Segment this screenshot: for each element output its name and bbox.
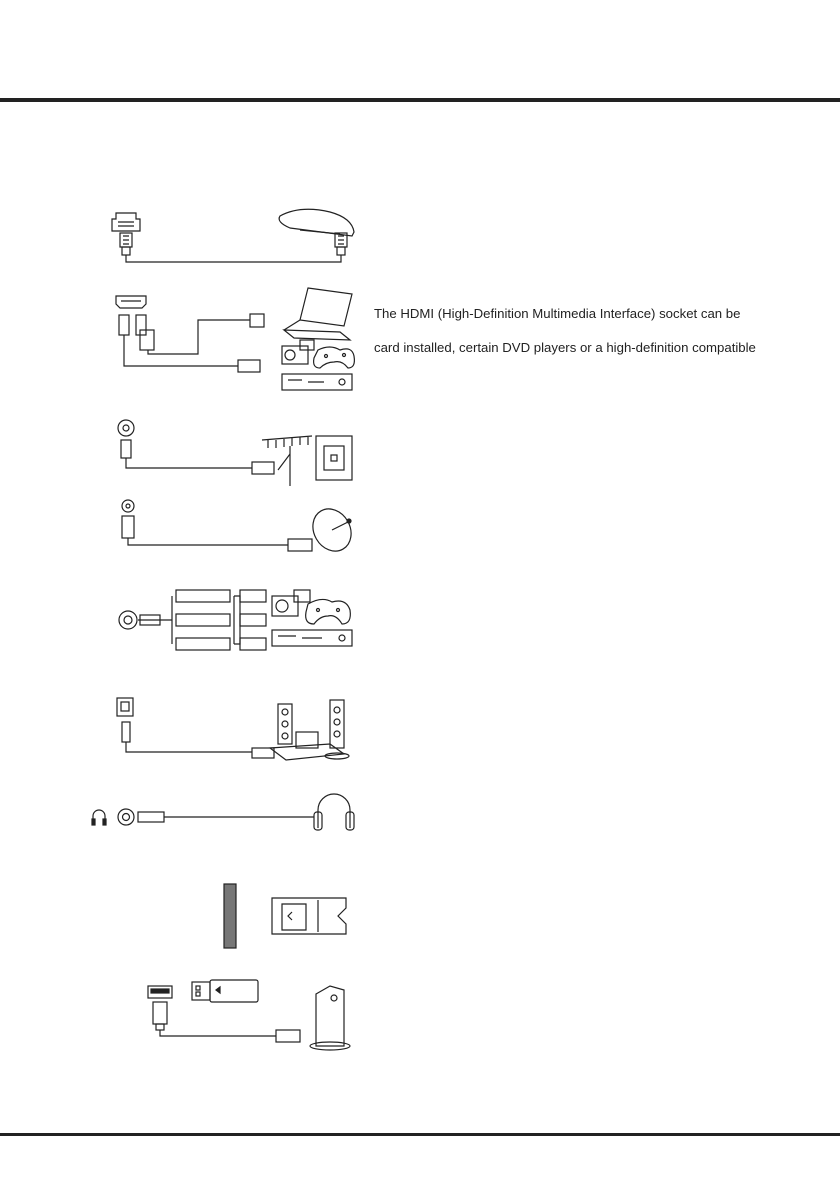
optical-socket-icon (117, 698, 133, 742)
ci-slot-icon (224, 884, 236, 948)
hdmi-icon (116, 296, 154, 350)
av-plug-1 (176, 590, 230, 602)
av-plug-5 (240, 614, 266, 626)
hdmi-cable-upper (148, 320, 250, 354)
antenna-cable (126, 458, 252, 468)
satellite-plug (288, 539, 312, 551)
usb-stick-icon (192, 980, 258, 1002)
av-camcorder-icon (272, 590, 310, 616)
av-plug-3 (176, 638, 230, 650)
aerial-icon (262, 436, 312, 486)
ci-row (224, 884, 346, 948)
headphone-plug (138, 812, 164, 822)
av-splitter (172, 596, 234, 644)
headphones-icon (314, 794, 354, 830)
usb-port-icon (148, 986, 172, 1030)
hdmi-description-line-1: The HDMI (High-Definition Multimedia Interface) socket can be (374, 306, 741, 321)
hdmi-row (116, 288, 354, 390)
ci-card-icon (272, 898, 346, 934)
camcorder-icon (282, 340, 314, 364)
av-row (119, 590, 352, 650)
hdmi-plug-device (238, 360, 260, 372)
lan-cable (126, 255, 341, 262)
satellite-row (122, 500, 359, 558)
satellite-cable (128, 538, 288, 545)
antenna-socket-icon (118, 420, 134, 458)
av-plug-4 (240, 590, 266, 602)
optical-row (117, 698, 349, 760)
hdmi-description-line-2: card installed, certain DVD players or a high-definition compatible (374, 340, 756, 355)
speaker-system-icon (270, 700, 349, 760)
wall-socket-icon (316, 436, 352, 480)
headphone-symbol-icon (92, 810, 106, 825)
satellite-socket-icon (122, 500, 134, 538)
av-receiver-icon (282, 374, 352, 390)
lan-row (112, 209, 354, 262)
av-plug-2 (176, 614, 230, 626)
antenna-plug (252, 462, 274, 474)
av-socket-icon (119, 611, 137, 629)
optical-plug (252, 748, 274, 758)
headphone-jack-icon (118, 809, 134, 825)
av-game-controller-icon (306, 599, 351, 624)
av-plug-6 (240, 638, 266, 650)
ethernet-icon (112, 213, 140, 255)
usb-cable (160, 1030, 276, 1036)
usb-plug (276, 1030, 300, 1042)
optical-cable (126, 742, 252, 752)
router-icon (279, 209, 354, 255)
game-controller-icon (314, 347, 355, 368)
satellite-dish-icon (305, 502, 358, 558)
laptop-icon (284, 288, 352, 340)
hdmi-plug-laptop (250, 314, 264, 327)
antenna-row (118, 420, 352, 486)
hard-drive-icon (310, 986, 350, 1050)
av-receiver-icon (272, 630, 352, 646)
headphone-row (92, 794, 354, 830)
usb-row (148, 980, 350, 1050)
